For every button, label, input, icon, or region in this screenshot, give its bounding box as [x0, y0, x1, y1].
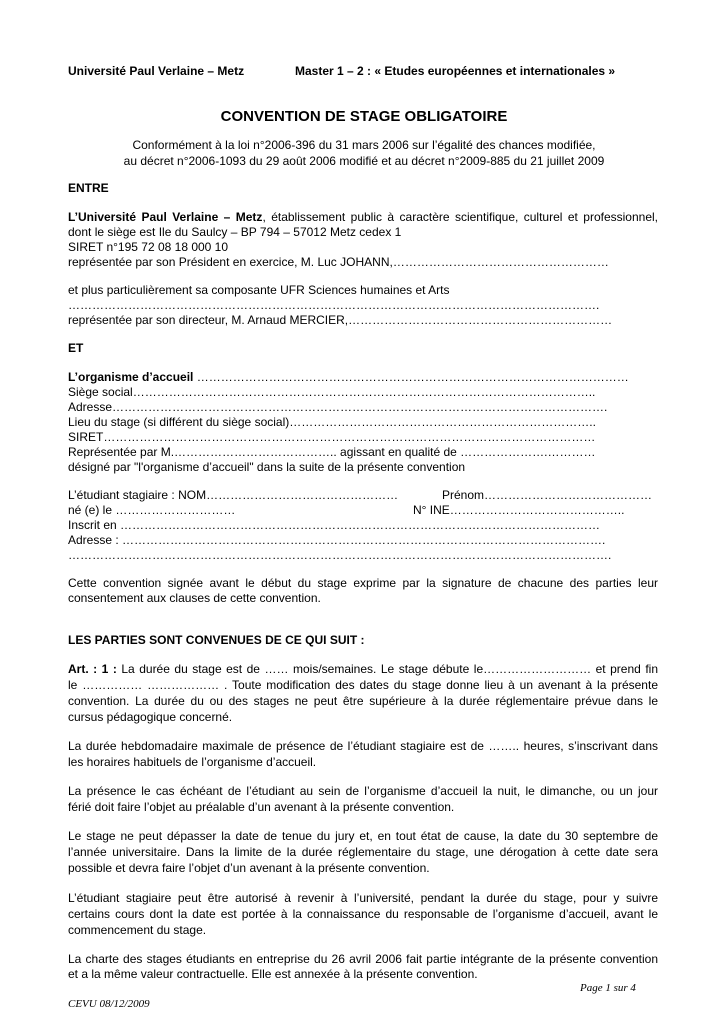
convention-text-line-2: consentement aux clauses de cette convention.: [68, 591, 321, 605]
paragraph-5-line-1: La charte des stages étudiants en entreprise du 26 avril 2006 fait partie intégrante de la présente convention: [68, 952, 658, 966]
universite-address: dont le siège est Ile du Saulcy – BP 794 – 57012 Metz cedex 1: [68, 225, 402, 239]
paragraph-4-line-3: commencement du stage.: [68, 923, 207, 937]
paragraph-3-line-3: possible et devra faire l’objet d’un avenant à la présente convention.: [68, 861, 430, 875]
stagiaire-prenom: Prénom……………………………………: [442, 488, 653, 502]
organisme-designe: désigné par "l'organisme d’accueil" dans la suite de la présente convention: [68, 460, 466, 474]
article1-line-3: convention. La durée du ou des stages ne peut être supérieure à la durée réglementaire prévue dans le: [68, 694, 658, 708]
header-university: Université Paul Verlaine – Metz: [68, 64, 245, 78]
stagiaire-dots-line: ……………………………………………………………………………………………………………………….: [68, 548, 612, 562]
organisme-lieu: Lieu du stage (si différent du siège social)…………………………………………………………………..: [68, 415, 596, 429]
organisme-adresse: Adresse…………………………………………………………………………………………………………….: [68, 400, 608, 414]
stagiaire-birth: né (e) le …………………………: [68, 503, 236, 517]
paragraph-4-line-1: L’étudiant stagiaire peut être autorisé à revenir à l’université, pendant la durée du stage, pour y suivre: [68, 891, 658, 905]
organisme-siege: Siège social……………………………………………………………………………………………………..: [68, 385, 596, 399]
paragraph-5-line-2: et a la même valeur contractuelle. Elle est annexée à la présente convention.: [68, 967, 478, 981]
section-et: ET: [68, 341, 84, 355]
universite-name: L’Université Paul Verlaine – Metz: [68, 210, 263, 224]
paragraph-2-line-2: férié doit faire l’objet au préalable d’un avenant à la présente convention.: [68, 800, 455, 814]
paragraph-3-line-1: Le stage ne peut dépasser la date de tenue du jury et, en tout état de cause, la date du 30 septembre de: [68, 829, 658, 843]
parties-heading: LES PARTIES SONT CONVENUES DE CE QUI SUIT :: [68, 633, 365, 647]
universite-dots-line: …………………………………………………………………………………………………………………….: [68, 298, 600, 312]
article1-text: La durée du stage est de …… mois/semaines. Le stage débute le……………………… et prend fin: [116, 662, 658, 676]
convention-text-line-1: Cette convention signée avant le début du stage exprime par la signature de chacune des parties leur: [68, 576, 658, 590]
organisme-label-dots: ………………………………………………………………………………………………: [193, 370, 629, 384]
organisme-label: L’organisme d’accueil: [68, 370, 194, 384]
legal-ref-line-2: au décret n°2006-1093 du 29 août 2006 modifié et au décret n°2009-885 du 21 juillet 2009: [123, 154, 605, 168]
universite-director: représentée par son directeur, M. Arnaud MERCIER,…………………………………………………………: [68, 313, 613, 327]
header-master: Master 1 – 2 : « Etudes européennes et internationales »: [295, 64, 616, 78]
stagiaire-ine: N° INE……………………………………..: [413, 503, 625, 517]
article1-line-2: le …………… ……………… . Toute modification des dates du stage donne lieu à un avenant à la présente: [68, 678, 658, 692]
legal-ref-line-1: Conformément à la loi n°2006-396 du 31 mars 2006 sur l’égalité des chances modifiée,: [132, 138, 596, 152]
paragraph-3-line-2: l’année universitaire. Dans la limite de la durée réglementaire du stage, une dérogation à cette date sera: [68, 845, 658, 859]
article1-line-1: [68, 662, 658, 677]
universite-line-1: [68, 210, 658, 225]
article1-label: Art. : 1 :: [68, 662, 117, 676]
organisme-represente: Représentée par M.………………………………….. agissant en qualité de ………………….…………: [68, 445, 596, 459]
paragraph-2-line-1: La présence le cas échéant de l’étudiant au sein de l’organisme d’accueil la nuit, le dimanche, ou un jour: [68, 784, 658, 798]
universite-description: , établissement public à caractère scientifique, culturel et professionnel,: [262, 210, 659, 224]
universite-component: et plus particulièrement sa composante UFR Sciences humaines et Arts: [68, 283, 450, 297]
stagiaire-name-line: L’étudiant stagiaire : NOM…………………………………………: [68, 488, 399, 502]
section-entre: ENTRE: [68, 181, 109, 195]
organisme-siret: SIRET……………………………………………………………………………………………………………: [68, 430, 596, 444]
stagiaire-adresse: Adresse : ………………………………………………………………………………………………………….: [68, 533, 606, 547]
universite-representative: représentée par son Président en exercice, M. Luc JOHANN,………………………………………………: [68, 255, 609, 269]
article1-line-4: cursus pédagogique concerné.: [68, 710, 233, 724]
universite-siret: SIRET n°195 72 08 18 000 10: [68, 240, 229, 254]
document-title: CONVENTION DE STAGE OBLIGATOIRE: [220, 108, 508, 125]
stagiaire-inscrit: Inscrit en …………………………………………………………………………………………………………: [68, 518, 601, 532]
paragraph-1-line-1: La durée hebdomadaire maximale de présence de l’étudiant stagiaire est de …….. heures, s’inscrivant dans: [68, 739, 658, 753]
page-number: Page 1 sur 4: [580, 982, 636, 994]
paragraph-1-line-2: les horaires habituels de l’organisme d’accueil.: [68, 755, 317, 769]
organisme-label-line: [68, 370, 629, 385]
footer-cevu: CEVU 08/12/2009: [68, 998, 150, 1010]
paragraph-4-line-2: certains cours dont la date est portée à la connaissance du responsable de l’organisme d’accueil, avant le: [68, 907, 658, 921]
